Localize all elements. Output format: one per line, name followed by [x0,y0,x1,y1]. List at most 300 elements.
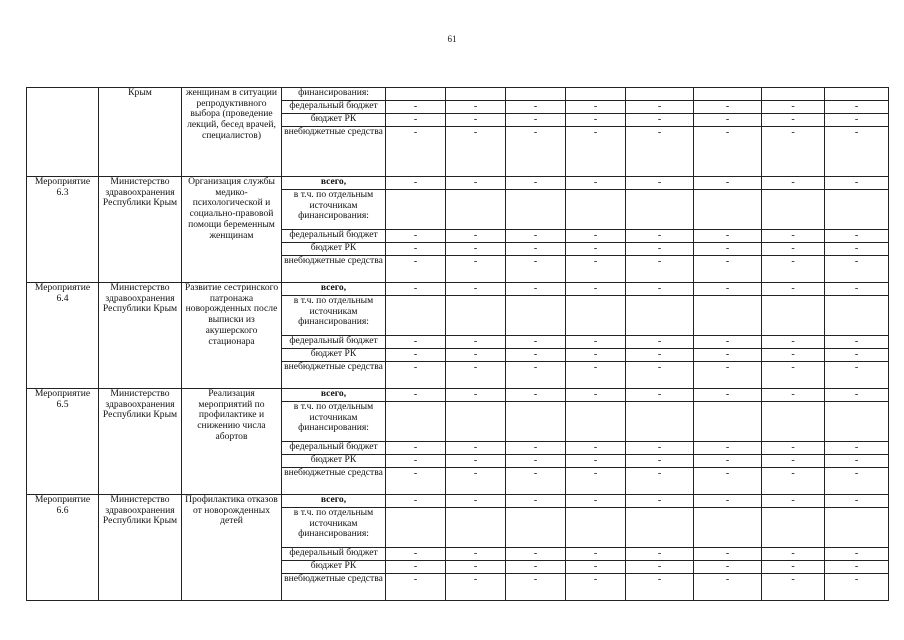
value-cell [386,468,446,495]
dash-mark: - [533,455,538,466]
dash-mark: - [593,548,598,559]
value-cell [506,88,566,101]
value-cell [626,283,694,296]
dash-mark: - [413,336,418,347]
dash-mark: - [854,101,859,112]
org-cell: Министерство здравоохранения Республики Крым [99,389,182,495]
dash-mark: - [854,243,859,254]
value-cell [626,114,694,127]
dash-mark: - [657,561,662,572]
value-cell [446,230,506,243]
dash-mark: - [791,389,795,400]
dash-mark: - [791,495,795,506]
dash-mark: - [473,127,478,138]
value-cell [386,114,446,127]
org-cell: Крым [99,88,182,177]
dash-mark: - [473,336,478,347]
value-cell [386,88,446,101]
value-cell [626,389,694,402]
dash-mark: - [854,574,859,585]
value-cell [762,442,825,455]
event-name-cell: Организация службы медико-психологической и социально-правовой помощи беременным женщинам [182,177,282,283]
value-cell [506,468,566,495]
dash-mark: - [725,177,730,188]
dash-mark: - [854,256,859,267]
dash-mark: - [725,574,730,585]
value-cell [446,283,506,296]
value-cell [566,442,626,455]
value-cell [566,561,626,574]
value-cell [694,190,762,230]
value-cell [762,349,825,362]
value-cell [506,402,566,442]
value-cell [762,336,825,349]
value-cell [386,230,446,243]
value-cell [825,243,889,256]
dash-mark: - [473,574,478,585]
value-cell [694,455,762,468]
event-name-cell: Профилактика отказов от новорожденных детей [182,495,282,601]
value-cell [446,243,506,256]
value-cell [626,442,694,455]
source-cell: внебюджетные средства [282,256,386,283]
dash-mark: - [725,101,730,112]
value-cell [446,495,506,508]
dash-mark: - [854,455,859,466]
dash-mark: - [854,127,859,138]
value-cell [386,296,446,336]
source-row [27,495,889,508]
value-cell [825,389,889,402]
value-cell [506,114,566,127]
dash-mark: - [533,389,538,400]
value-cell [825,574,889,601]
dash-mark: - [854,442,859,453]
source-cell: всего, [282,495,386,508]
value-cell [626,548,694,561]
value-cell [506,349,566,362]
value-cell [566,114,626,127]
dash-mark: - [413,230,418,241]
dash-mark: - [725,495,730,506]
value-cell [694,101,762,114]
source-row [27,283,889,296]
dash-mark: - [725,283,730,294]
dash-mark: - [473,349,478,360]
value-cell [446,114,506,127]
value-cell [566,574,626,601]
dash-mark: - [593,177,598,188]
source-cell: федеральный бюджет [282,442,386,455]
dash-mark: - [657,455,662,466]
value-cell [825,495,889,508]
value-cell [506,283,566,296]
dash-mark: - [725,455,730,466]
source-cell: всего, [282,389,386,402]
dash-mark: - [533,561,538,572]
value-cell [825,88,889,101]
value-cell [762,101,825,114]
value-cell [566,495,626,508]
value-cell [694,561,762,574]
value-cell [694,508,762,548]
source-cell: внебюджетные средства [282,468,386,495]
value-cell [386,177,446,190]
value-cell [694,468,762,495]
dash-mark: - [533,177,538,188]
financing-table [26,87,889,601]
dash-mark: - [725,127,730,138]
value-cell [566,336,626,349]
source-cell: всего, [282,177,386,190]
value-cell [446,336,506,349]
dash-mark: - [854,389,859,400]
event-number-cell: Мероприятие 6.6 [27,495,99,601]
source-cell: федеральный бюджет [282,336,386,349]
dash-mark: - [791,336,795,347]
event-name-cell: Реализация мероприятий по профилактике и снижению числа абортов [182,389,282,495]
dash-mark: - [413,114,418,125]
dash-mark: - [854,283,859,294]
event-name-cell: Развитие сестринского патронажа новорожденных после выписки из акушерского стационара [182,283,282,389]
dash-mark: - [413,177,418,188]
value-cell [566,256,626,283]
value-cell [566,548,626,561]
value-cell [566,362,626,389]
source-cell: в т.ч. по отдельным источникам финансирования: [282,508,386,548]
value-cell [825,561,889,574]
value-cell [626,127,694,177]
value-cell [386,256,446,283]
dash-mark: - [725,468,730,479]
value-cell [386,402,446,442]
source-cell: финансирования: [282,88,386,101]
value-cell [506,190,566,230]
value-cell [825,508,889,548]
value-cell [825,468,889,495]
value-cell [626,561,694,574]
dash-mark: - [657,101,662,112]
value-cell [762,296,825,336]
value-cell [825,548,889,561]
dash-mark: - [593,574,598,585]
value-cell [694,495,762,508]
value-cell [762,177,825,190]
value-cell [386,127,446,177]
dash-mark: - [533,442,538,453]
value-cell [626,495,694,508]
source-cell: бюджет РК [282,561,386,574]
value-cell [694,296,762,336]
value-cell [626,574,694,601]
dash-mark: - [725,442,730,453]
value-cell [762,574,825,601]
page-number: 61 [447,34,457,44]
source-cell: бюджет РК [282,455,386,468]
value-cell [446,442,506,455]
dash-mark: - [413,283,418,294]
value-cell [506,336,566,349]
dash-mark: - [533,114,538,125]
value-cell [446,548,506,561]
value-cell [506,548,566,561]
dash-mark: - [657,548,662,559]
value-cell [566,468,626,495]
dash-mark: - [413,101,418,112]
dash-mark: - [473,455,478,466]
value-cell [626,230,694,243]
dash-mark: - [473,495,478,506]
value-cell [762,127,825,177]
value-cell [694,349,762,362]
value-cell [446,349,506,362]
dash-mark: - [791,243,795,254]
value-cell [626,455,694,468]
dash-mark: - [657,349,662,360]
value-cell [762,362,825,389]
value-cell [626,336,694,349]
dash-mark: - [657,243,662,254]
dash-mark: - [593,127,598,138]
value-cell [762,114,825,127]
dash-mark: - [791,574,795,585]
source-cell: федеральный бюджет [282,548,386,561]
value-cell [386,561,446,574]
dash-mark: - [657,283,662,294]
value-cell [446,256,506,283]
dash-mark: - [725,362,730,373]
dash-mark: - [657,495,662,506]
value-cell [825,230,889,243]
source-cell: внебюджетные средства [282,127,386,177]
dash-mark: - [533,574,538,585]
value-cell [446,101,506,114]
dash-mark: - [473,389,478,400]
value-cell [694,88,762,101]
dash-mark: - [725,256,730,267]
source-cell: бюджет РК [282,243,386,256]
value-cell [626,256,694,283]
value-cell [446,88,506,101]
dash-mark: - [657,114,662,125]
source-cell: в т.ч. по отдельным источникам финансирования: [282,296,386,336]
value-cell [762,389,825,402]
value-cell [825,336,889,349]
dash-mark: - [413,468,418,479]
source-cell: всего, [282,283,386,296]
dash-mark: - [473,362,478,373]
dash-mark: - [854,468,859,479]
value-cell [694,243,762,256]
value-cell [446,389,506,402]
dash-mark: - [657,177,662,188]
value-cell [825,442,889,455]
value-cell [386,362,446,389]
dash-mark: - [533,101,538,112]
source-cell: внебюджетные средства [282,574,386,601]
value-cell [694,362,762,389]
dash-mark: - [473,561,478,572]
dash-mark: - [854,230,859,241]
dash-mark: - [725,230,730,241]
value-cell [762,283,825,296]
dash-mark: - [791,561,795,572]
dash-mark: - [657,256,662,267]
dash-mark: - [413,574,418,585]
value-cell [386,574,446,601]
value-cell [694,230,762,243]
dash-mark: - [413,495,418,506]
value-cell [566,455,626,468]
value-cell [694,336,762,349]
dash-mark: - [533,336,538,347]
value-cell [825,296,889,336]
dash-mark: - [725,548,730,559]
value-cell [386,101,446,114]
value-cell [506,508,566,548]
dash-mark: - [413,455,418,466]
value-cell [386,455,446,468]
value-cell [694,402,762,442]
value-cell [566,296,626,336]
dash-mark: - [413,389,418,400]
value-cell [386,495,446,508]
value-cell [762,88,825,101]
value-cell [626,362,694,389]
dash-mark: - [791,442,795,453]
value-cell [386,190,446,230]
value-cell [446,455,506,468]
dash-mark: - [593,101,598,112]
dash-mark: - [533,256,538,267]
source-cell: в т.ч. по отдельным источникам финансирования: [282,402,386,442]
value-cell [386,508,446,548]
dash-mark: - [657,336,662,347]
value-cell [566,243,626,256]
value-cell [446,508,506,548]
dash-mark: - [593,362,598,373]
value-cell [506,243,566,256]
value-cell [626,177,694,190]
dash-mark: - [533,230,538,241]
dash-mark: - [533,127,538,138]
value-cell [386,283,446,296]
value-cell [694,114,762,127]
dash-mark: - [473,442,478,453]
dash-mark: - [533,349,538,360]
dash-mark: - [725,561,730,572]
value-cell [626,88,694,101]
value-cell [386,243,446,256]
dash-mark: - [473,548,478,559]
value-cell [566,127,626,177]
value-cell [506,389,566,402]
dash-mark: - [854,336,859,347]
dash-mark: - [791,548,795,559]
dash-mark: - [657,574,662,585]
event-cell [27,88,99,177]
dash-mark: - [657,468,662,479]
value-cell [566,88,626,101]
value-cell [446,296,506,336]
value-cell [694,574,762,601]
value-cell [762,243,825,256]
value-cell [506,256,566,283]
value-cell [506,442,566,455]
value-cell [446,177,506,190]
dash-mark: - [593,468,598,479]
dash-mark: - [413,442,418,453]
value-cell [825,455,889,468]
dash-mark: - [473,114,478,125]
dash-mark: - [473,283,478,294]
value-cell [446,574,506,601]
value-cell [825,402,889,442]
value-cell [825,283,889,296]
event-name-cell: женщинам в ситуации репродуктивного выбора (проведение лекций, бесед врачей, специалистов) [182,88,282,177]
value-cell [825,256,889,283]
value-cell [446,127,506,177]
dash-mark: - [413,127,418,138]
value-cell [762,256,825,283]
value-cell [566,349,626,362]
dash-mark: - [473,468,478,479]
value-cell [626,349,694,362]
value-cell [694,127,762,177]
source-cell: в т.ч. по отдельным источникам финансирования: [282,190,386,230]
value-cell [762,508,825,548]
value-cell [694,283,762,296]
dash-mark: - [413,243,418,254]
value-cell [386,389,446,402]
dash-mark: - [473,177,478,188]
value-cell [762,468,825,495]
source-row [27,88,889,101]
value-cell [506,362,566,389]
dash-mark: - [725,336,730,347]
dash-mark: - [791,177,795,188]
dash-mark: - [533,243,538,254]
value-cell [762,230,825,243]
value-cell [506,127,566,177]
value-cell [825,101,889,114]
value-cell [506,495,566,508]
value-cell [386,548,446,561]
value-cell [506,296,566,336]
value-cell [566,508,626,548]
source-cell: внебюджетные средства [282,362,386,389]
value-cell [386,349,446,362]
value-cell [506,561,566,574]
dash-mark: - [791,468,795,479]
value-cell [626,101,694,114]
value-cell [626,190,694,230]
value-cell [506,177,566,190]
value-cell [694,256,762,283]
dash-mark: - [657,127,662,138]
value-cell [762,455,825,468]
dash-mark: - [413,548,418,559]
value-cell [506,455,566,468]
dash-mark: - [657,230,662,241]
dash-mark: - [657,389,662,400]
dash-mark: - [593,561,598,572]
source-row [27,389,889,402]
source-cell: федеральный бюджет [282,230,386,243]
dash-mark: - [593,495,598,506]
dash-mark: - [791,114,795,125]
dash-mark: - [533,362,538,373]
